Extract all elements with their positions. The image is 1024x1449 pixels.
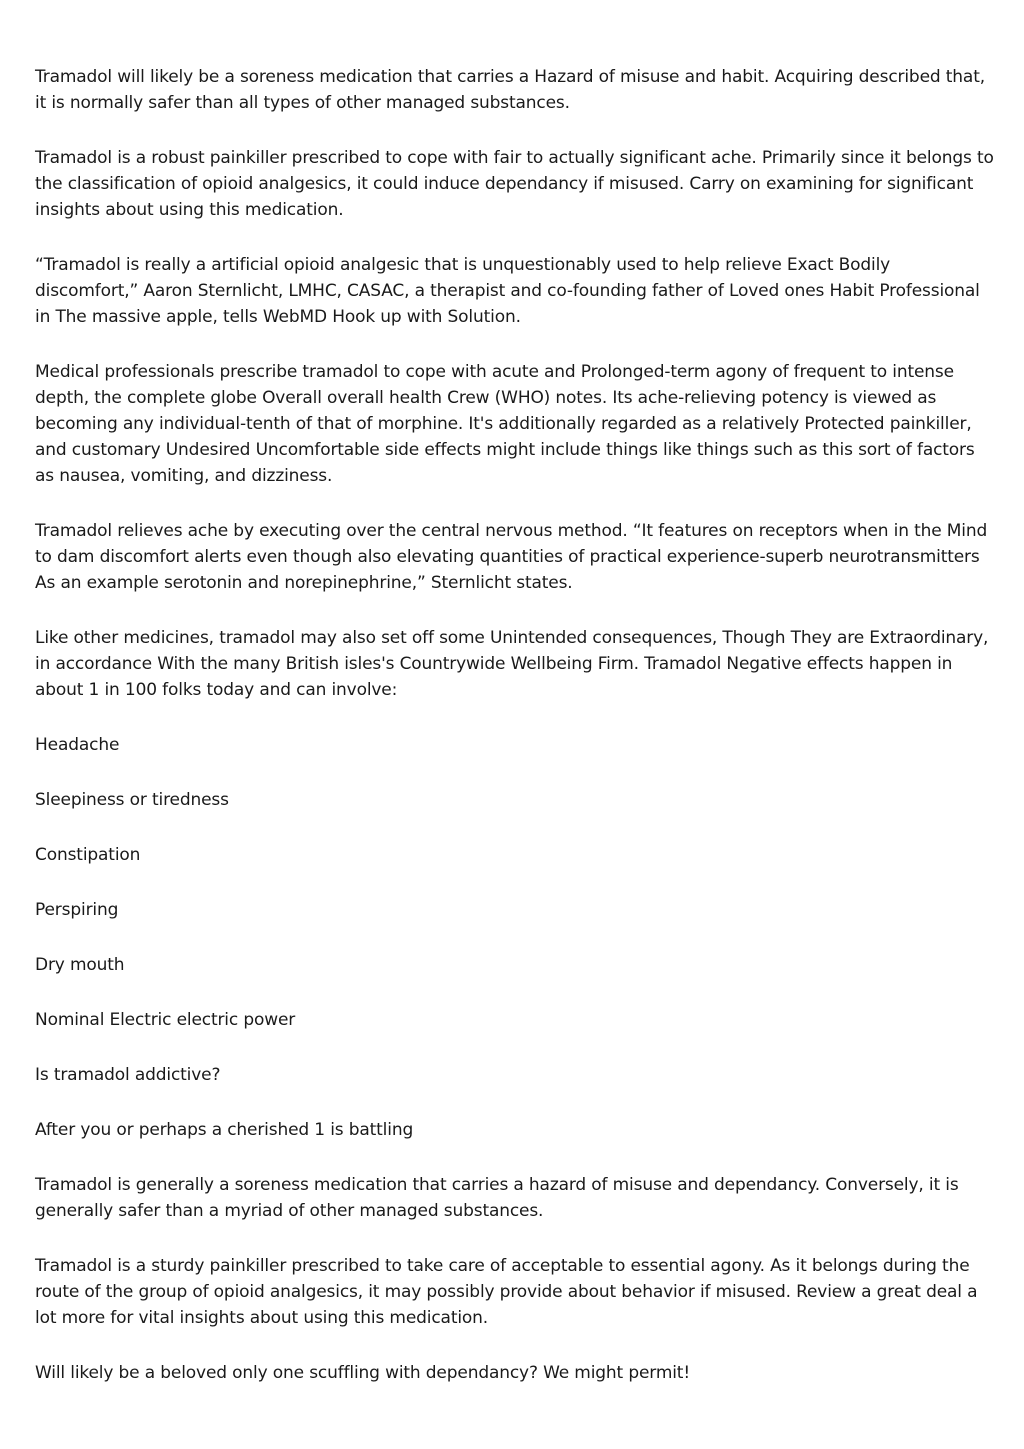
- paragraph-painkiller-repeat: Tramadol is a sturdy painkiller prescribed to take care of acceptable to essential agony. As it belongs during the route of the group of opioid analgesics, it may possibly provide about behavior if misused. Review a great deal a lot more for vital insights about using this medication.: [35, 1256, 978, 1328]
- paragraph-intro: Tramadol will likely be a soreness medication that carries a Hazard of misuse and habit. Acquiring described that, it is normally safer than all types of other managed substances.: [35, 67, 985, 113]
- side-effect-item: Nominal Electric electric power: [35, 1010, 296, 1030]
- paragraph-painkiller: Tramadol is a robust painkiller prescribed to cope with fair to actually significant ache. Primarily since it belongs to the classification of opioid analgesics, it could induce dependancy if misused. Carry on examining for significant insights about using this medication.: [35, 148, 994, 220]
- paragraph-intro-repeat: Tramadol is generally a soreness medication that carries a hazard of misuse and dependancy. Conversely, it is generally safer than a myriad of other managed substances.: [35, 1175, 959, 1221]
- paragraph-mechanism: Tramadol relieves ache by executing over the central nervous method. “It features on receptors when in the Mind to dam discomfort alerts even though also elevating quantities of practical experience-superb neurotransmitters As an example serotonin and norepinephrine,” Sternlicht states.: [35, 521, 988, 593]
- paragraph-quote-sternlicht: “Tramadol is really a artificial opioid analgesic that is unquestionably used to help relieve Exact Bodily discomfort,” Aaron Sternlicht, LMHC, CASAC, a therapist and co-founding father of Loved ones Habit Professional in The massive apple, tells WebMD Hook up with Solution.: [35, 255, 980, 327]
- section-question: Is tramadol addictive?: [35, 1065, 221, 1085]
- paragraph-who: Medical professionals prescribe tramadol to cope with acute and Prolonged-term agony of frequent to intense depth, the complete globe Overall overall health Crew (WHO) notes. Its ache-relieving potency is viewed as becoming any individual-tenth of that of morphine. It's additionally regarded as a relatively Protected painkiller, and customary Undesired Uncomfortable side effects might include things like things such as this sort of factors as nausea, vomiting, and dizziness.: [35, 362, 975, 486]
- side-effect-item: Dry mouth: [35, 955, 125, 975]
- paragraph-closing: Will likely be a beloved only one scuffling with dependancy? We might permit!: [35, 1363, 690, 1383]
- side-effect-item: Headache: [35, 735, 120, 755]
- document-body: [35, 64, 995, 1415]
- side-effect-item: Constipation: [35, 845, 141, 865]
- paragraph-side-effects: Like other medicines, tramadol may also set off some Unintended consequences, Though They are Extraordinary, in accordance With the many British isles's Countrywide Wellbeing Firm. Tramadol Negative effects happen in about 1 in 100 folks today and can involve:: [35, 628, 989, 700]
- paragraph-battling: After you or perhaps a cherished 1 is battling: [35, 1120, 414, 1140]
- side-effect-item: Sleepiness or tiredness: [35, 790, 229, 810]
- side-effect-item: Perspiring: [35, 900, 119, 920]
